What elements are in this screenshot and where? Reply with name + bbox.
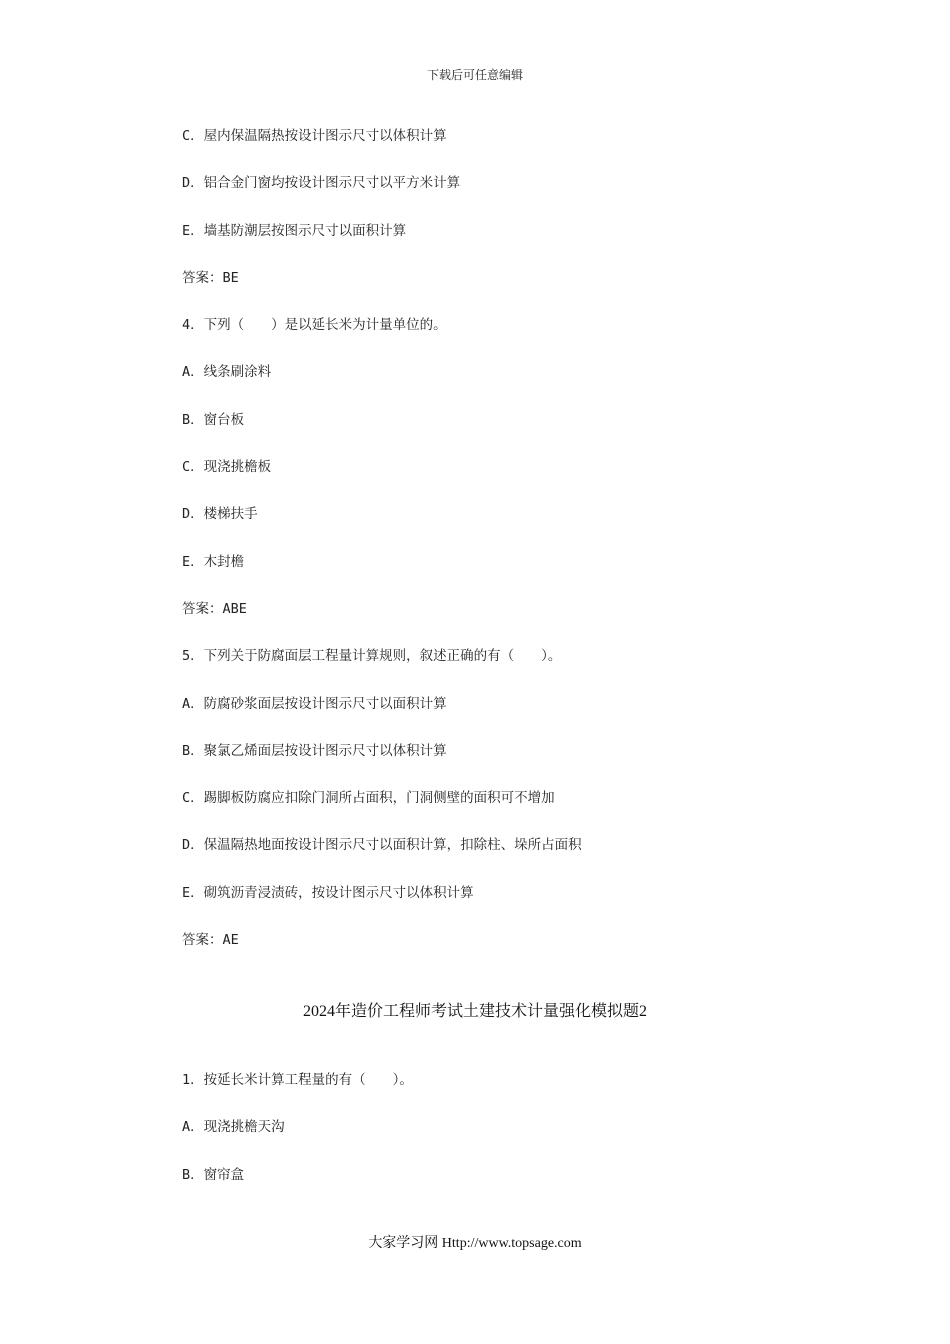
section-title: 2024年造价工程师考试土建技术计量强化模拟题2 xyxy=(302,1003,647,1020)
answer: 答案：ABE xyxy=(182,600,247,617)
option-c: C．屋内保温隔热按设计图示尺寸以体积计算 xyxy=(182,128,447,144)
page-header: 下载后可任意编辑 xyxy=(426,68,523,82)
page-footer: 大家学习网 Http://www.topsage.com xyxy=(368,1236,582,1251)
option-c: C．踢脚板防腐应扣除门洞所占面积，门洞侧壁的面积可不增加 xyxy=(182,790,555,807)
answer: 答案：BE xyxy=(182,269,239,286)
option-b: B．聚氯乙烯面层按设计图示尺寸以体积计算 xyxy=(182,742,447,759)
answer: 答案：AE xyxy=(182,932,239,949)
option-e: E．木封檐 xyxy=(182,553,245,570)
option-d: D．铝合金门窗均按设计图示尺寸以平方米计算 xyxy=(182,175,461,192)
option-a: A．线条刷涂料 xyxy=(182,364,272,381)
option-e: E．砌筑沥青浸渍砖，按设计图示尺寸以体积计算 xyxy=(182,884,474,901)
option-b: B．窗帘盒 xyxy=(182,1166,245,1183)
option-d: D．楼梯扶手 xyxy=(182,506,258,523)
question-1: 1．按延长米计算工程量的有（ ）。 xyxy=(182,1072,413,1088)
option-d: D．保温隔热地面按设计图示尺寸以面积计算，扣除柱、垛所占面积 xyxy=(182,837,582,854)
option-c: C．现浇挑檐板 xyxy=(182,459,272,476)
question-block-2 xyxy=(182,1070,822,1212)
option-b: B．窗台板 xyxy=(182,411,245,428)
option-a: A．防腐砂浆面层按设计图示尺寸以面积计算 xyxy=(182,695,447,712)
question-5: 5．下列关于防腐面层工程量计算规则，叙述正确的有（ ）。 xyxy=(182,648,562,665)
option-e: E．墙基防潮层按图示尺寸以面积计算 xyxy=(182,222,407,239)
option-a: A．现浇挑檐天沟 xyxy=(182,1119,285,1136)
question-block xyxy=(182,126,822,977)
question-4: 4．下列（ ）是以延长米为计量单位的。 xyxy=(182,317,447,334)
